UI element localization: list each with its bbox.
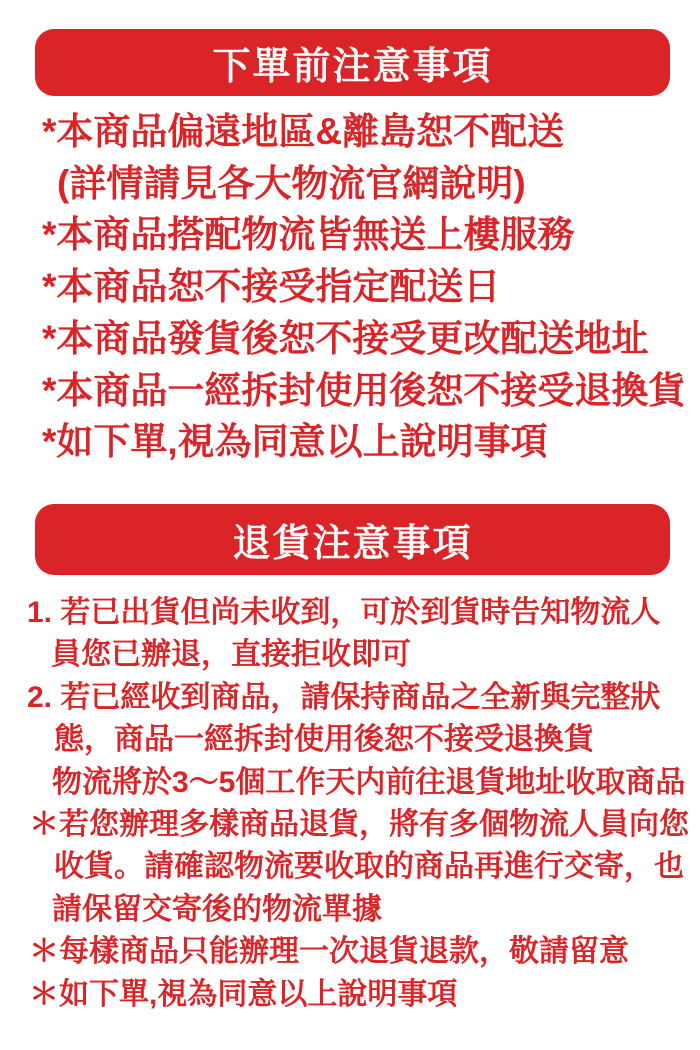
pre-order-notice-header <box>35 29 670 96</box>
notice-line: 1. 若已出貨但尚未收到，可於到貨時告知物流人 <box>27 596 661 629</box>
notice-line: *本商品偏遠地區&離島恕不配送 <box>42 111 565 152</box>
notice-line: *如下單,視為同意以上說明事項 <box>42 421 548 463</box>
notice-line: *本商品恕不接受指定配送日 <box>42 266 501 308</box>
notice-line: 員您已辦退，直接拒收即可 <box>51 638 411 672</box>
return-notice-header <box>35 504 670 575</box>
notice-line: 態，商品一經拆封使用後恕不接受退換貨 <box>54 723 594 757</box>
notice-line: (詳情請見各大物流官網說明) <box>57 162 526 204</box>
notice-line: 請保留交寄後的物流單據 <box>52 892 382 926</box>
notice-line: ＊若您辦理多樣商品退貨，將有多個物流人員向您 <box>29 808 689 842</box>
pre-order-notice-list <box>42 106 687 468</box>
notice-line: 物流將於3～5個工作天内前往退貨地址收取商品 <box>52 765 686 799</box>
notice-line: 收貨。請確認物流要收取的商品再進行交寄，也 <box>54 850 684 884</box>
notice-line: 2. 若已經收到商品，請保持商品之全新與完整狀 <box>27 680 661 714</box>
notice-line: *本商品搭配物流皆無送上樓服務 <box>42 214 575 256</box>
notice-line: ＊每樣商品只能辦理一次退貨退款，敬請留意 <box>29 935 629 969</box>
return-notice-title: 退貨注意事項 <box>232 523 473 565</box>
return-notice-list <box>27 592 692 1016</box>
notice-line: *本商品一經拆封使用後恕不接受退換貨 <box>42 369 686 411</box>
notice-line: *本商品發貨後恕不接受更改配送地址 <box>42 317 649 359</box>
notice-line: ＊如下單,視為同意以上說明事項 <box>29 977 458 1011</box>
pre-order-notice-title: 下單前注意事項 <box>212 46 493 88</box>
